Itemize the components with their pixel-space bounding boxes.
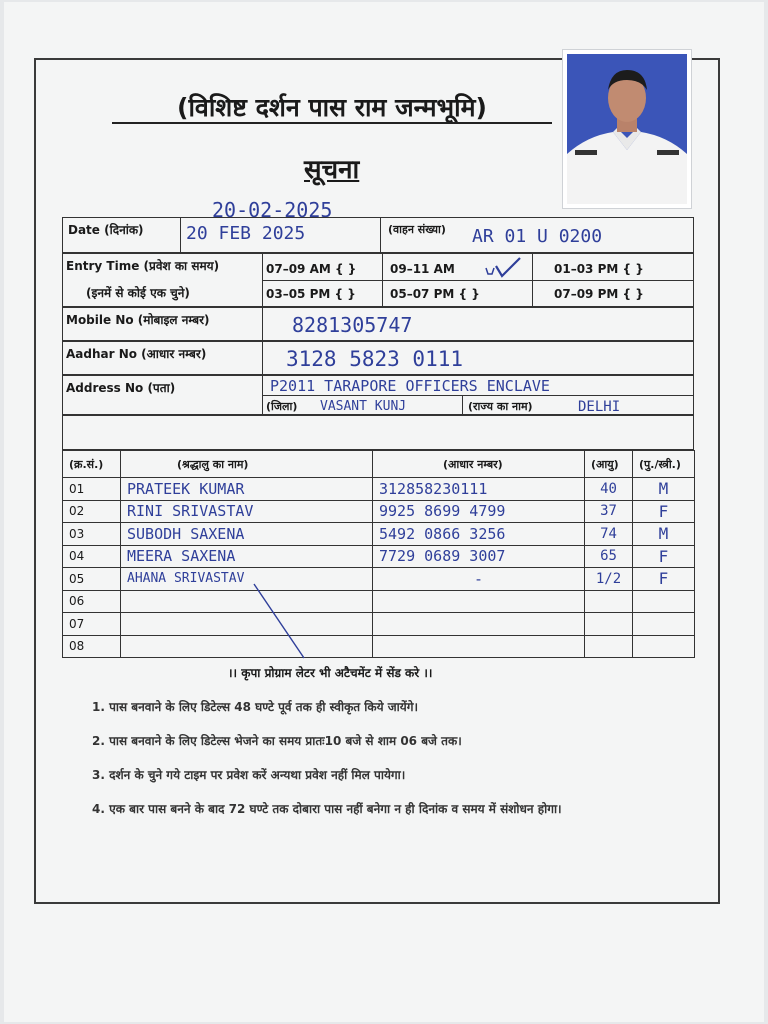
mobile-divider — [262, 307, 264, 341]
row-aadhar — [373, 613, 585, 636]
row-age: 65 — [585, 545, 633, 568]
date-value: 20 FEB 2025 — [186, 223, 306, 244]
date-label: Date (दिनांक) — [68, 223, 144, 237]
district-label: (जिला) — [266, 400, 298, 413]
slot-03-05-pm[interactable]: 03–05 PM { } — [266, 287, 356, 301]
table-row — [63, 545, 695, 568]
rules-list — [92, 696, 632, 832]
row-aadhar — [373, 590, 585, 613]
row-gender: F — [633, 568, 695, 591]
row-gender — [633, 590, 695, 613]
blank-row — [62, 415, 694, 450]
aadhar-divider — [262, 341, 264, 375]
row-name — [121, 613, 373, 636]
devotees-header-row — [63, 451, 695, 478]
date-handwritten-top: 20-02-2025 — [212, 198, 333, 222]
row-name: SUBODH SAXENA — [121, 523, 373, 546]
row-aadhar: 5492 0866 3256 — [373, 523, 585, 546]
row-age — [585, 590, 633, 613]
vehicle-divider — [380, 217, 382, 253]
entry-time-vline-3 — [532, 253, 534, 307]
slot-07-09-pm[interactable]: 07–09 PM { } — [554, 287, 644, 301]
row-sn: 03 — [63, 523, 121, 546]
row-age: 1/2 — [585, 568, 633, 591]
row-sn: 01 — [63, 478, 121, 501]
row-sn: 04 — [63, 545, 121, 568]
notice-heading: सूचना — [304, 155, 360, 185]
row-aadhar: 9925 8699 4799 — [373, 500, 585, 523]
row-age — [585, 613, 633, 636]
address-hline — [262, 395, 694, 397]
entry-time-label: Entry Time (प्रवेश का समय) — [66, 259, 220, 273]
aadhar-value: 3128 5823 0111 — [286, 347, 464, 371]
row-sn: 06 — [63, 590, 121, 613]
passport-photo — [563, 50, 691, 208]
mobile-value: 8281305747 — [292, 313, 413, 337]
header-aadhar: (आधार नम्बर) — [373, 451, 585, 478]
district-value: VASANT KUNJ — [320, 399, 407, 414]
row-gender: F — [633, 545, 695, 568]
entry-time-vline-2 — [382, 253, 384, 307]
mobile-label: Mobile No (मोबाइल नम्बर) — [66, 313, 210, 327]
table-row — [63, 613, 695, 636]
row-name: AHANA SRIVASTAV — [121, 568, 373, 591]
row-gender: M — [633, 523, 695, 546]
row-name — [121, 635, 373, 658]
vehicle-label: (वाहन संख्या) — [388, 223, 446, 236]
rule-item: 3. दर्शन के चुने गये टाइम पर प्रवेश करें अन्यथा प्रवेश नहीं मिल पायेगा। — [92, 768, 406, 782]
header-age: (आयु) — [585, 451, 633, 478]
row-name: PRATEEK KUMAR — [121, 478, 373, 501]
slot-01-03-pm[interactable]: 01–03 PM { } — [554, 262, 644, 276]
row-aadhar: - — [373, 568, 585, 591]
slot-05-07-pm[interactable]: 05–07 PM { } — [390, 287, 480, 301]
header-sn: (क्र.सं.) — [63, 451, 121, 478]
vehicle-value: AR 01 U 0200 — [472, 226, 603, 247]
form-title: (विशिष्ट दर्शन पास राम जन्मभूमि) — [177, 93, 487, 122]
header-gender: (पु./स्त्री.) — [633, 451, 695, 478]
table-row — [63, 590, 695, 613]
row-age: 74 — [585, 523, 633, 546]
row-sn: 05 — [63, 568, 121, 591]
row-sn: 07 — [63, 613, 121, 636]
rule-item: 1. पास बनवाने के लिए डिटेल्स 48 घण्टे पूर्व तक ही स्वीकृत किये जायेंगे। — [92, 700, 419, 714]
slot-09-11-am[interactable]: 09–11 AM — [390, 262, 455, 276]
pen-stroke — [252, 582, 312, 662]
row-aadhar — [373, 635, 585, 658]
state-label: (राज्य का नाम) — [468, 400, 533, 413]
district-divider — [462, 395, 464, 415]
row-age: 37 — [585, 500, 633, 523]
entry-time-hline — [262, 280, 694, 282]
row-name: MEERA SAXENA — [121, 545, 373, 568]
table-row — [63, 523, 695, 546]
entry-time-vline-1 — [262, 253, 264, 307]
row-sn: 08 — [63, 635, 121, 658]
row-age — [585, 635, 633, 658]
aadhar-label: Aadhar No (आधार नम्बर) — [66, 347, 207, 361]
table-row — [63, 500, 695, 523]
rule-item: 2. पास बनवाने के लिए डिटेल्स भेजने का समय प्रातः10 बजे से शाम 06 बजे तक। — [92, 734, 462, 748]
row-aadhar: 7729 0689 3007 — [373, 545, 585, 568]
row-gender — [633, 635, 695, 658]
slot-07-09-am[interactable]: 07–09 AM { } — [266, 262, 357, 276]
table-row — [63, 478, 695, 501]
row-aadhar: 312858230111 — [373, 478, 585, 501]
table-row — [63, 568, 695, 591]
date-divider — [180, 217, 182, 253]
address-value: P2011 TARAPORE OFFICERS ENCLAVE — [270, 377, 550, 395]
table-row — [63, 635, 695, 658]
row-age: 40 — [585, 478, 633, 501]
rule-item: 4. एक बार पास बनने के बाद 72 घण्टे तक दोबारा पास नहीं बनेगा न ही दिनांक व समय में संशोधन होगा। — [92, 802, 562, 816]
state-value: DELHI — [578, 399, 621, 415]
slot-selected-checkmark-icon — [484, 254, 524, 280]
row-gender: M — [633, 478, 695, 501]
row-name — [121, 590, 373, 613]
row-sn: 02 — [63, 500, 121, 523]
row-gender — [633, 613, 695, 636]
row-name: RINI SRIVASTAV — [121, 500, 373, 523]
header-name: (श्रद्धालु का नाम) — [121, 451, 373, 478]
devotees-table — [62, 450, 695, 658]
row-gender: F — [633, 500, 695, 523]
title-underline — [112, 122, 552, 124]
entry-time-sub-label: (इनमें से कोई एक चुने) — [86, 286, 190, 300]
address-label: Address No (पता) — [66, 381, 176, 395]
attachment-note: ।। कृपा प्रोग्राम लेटर भी अटैचमेंट में सेंड करे ।। — [228, 666, 433, 680]
